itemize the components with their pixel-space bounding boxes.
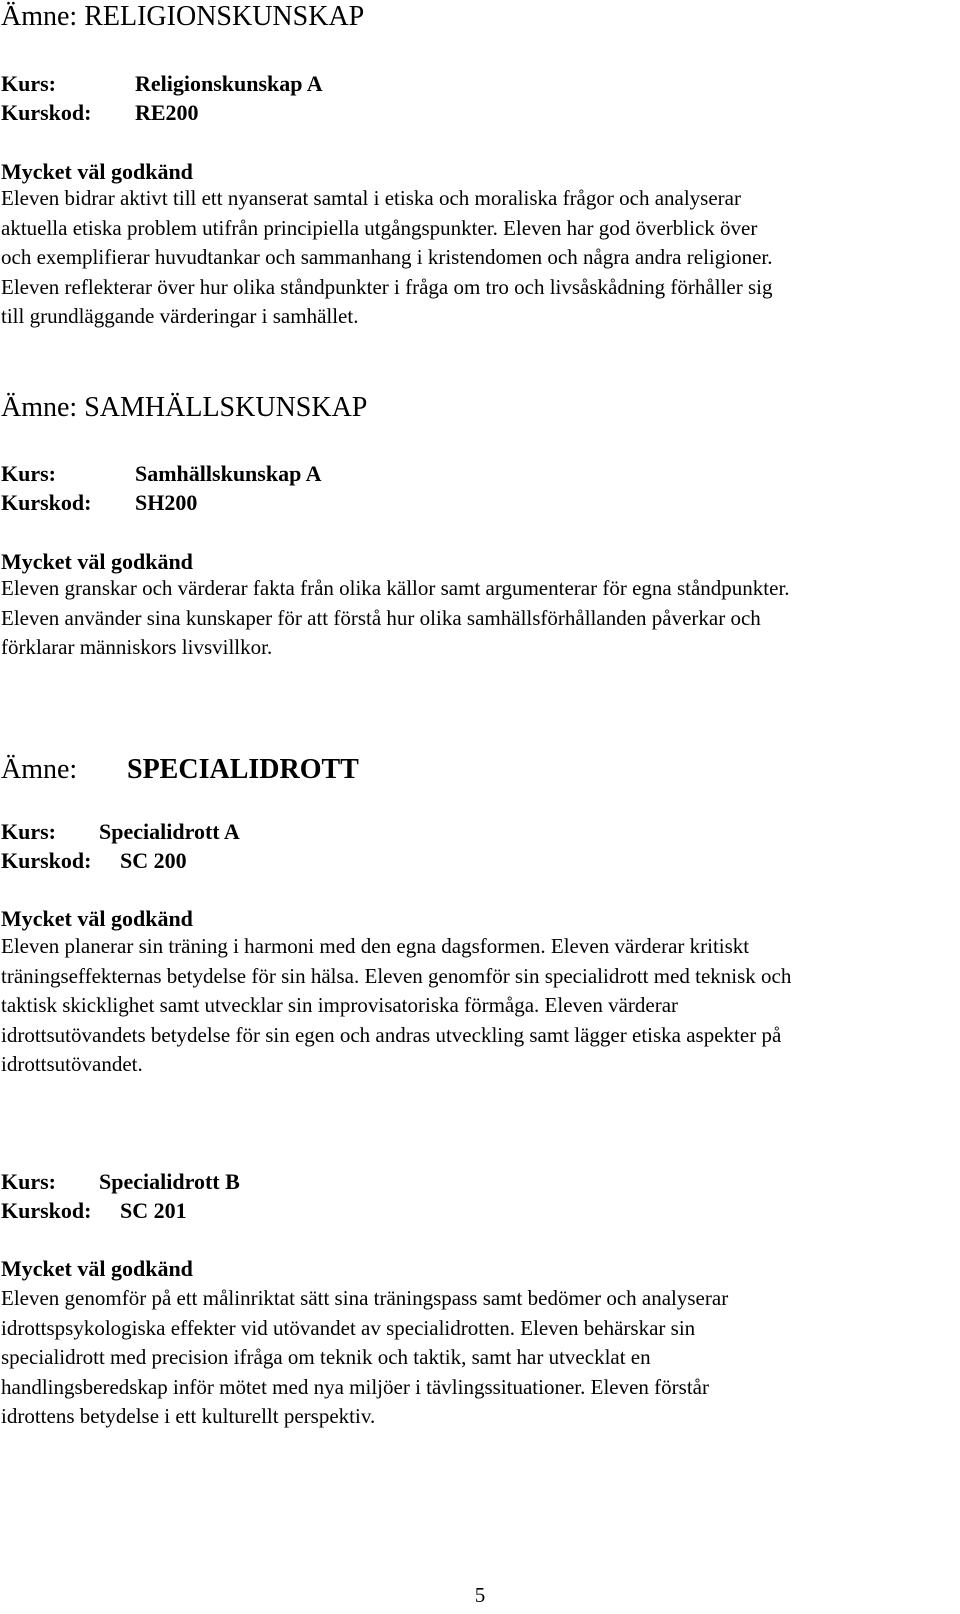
subject-value: SPECIALIDROTT — [127, 754, 359, 785]
subject-value: RELIGIONSKUNSKAP — [84, 1, 365, 32]
course-label: Kurs: — [1, 71, 56, 96]
subject-label: Ämne: — [1, 1, 78, 32]
course-name-row — [1, 1167, 951, 1196]
course-value: Specialidrott B — [99, 1169, 240, 1194]
course-code-row — [1, 98, 951, 127]
subject-heading-specialidrott — [1, 753, 951, 787]
course-description: Eleven planerar sin träning i harmoni med den egna dagsformen. Eleven värderar kritiskt träningseffekternas betydelse för sin hälsa. Eleven genomför sin specialidrott med teknisk och taktisk skicklighet samt utvecklar sin improvisatoriska förmåga. Eleven värderar idrottsutövandets betydelse för sin egen och andras utveckling samt lägger etiska aspekter på idrottsutövandet. — [1, 934, 792, 1076]
subject-heading-religion — [1, 0, 951, 34]
grade-label: Mycket väl godkänd — [1, 159, 193, 184]
course-value: Samhällskunskap A — [135, 461, 322, 486]
course-value: Specialidrott A — [99, 819, 240, 844]
grade-label: Mycket väl godkänd — [1, 906, 193, 931]
course-code-value: SC 200 — [120, 848, 187, 873]
subject-heading-samhalle — [1, 391, 951, 425]
course-name-row — [1, 817, 951, 846]
course-description: Eleven granskar och värderar fakta från olika källor samt argumenterar för egna ståndpunkter. Eleven använder sina kunskaper för att förstå hur olika samhällsförhållanden påverkar och förklarar människors livsvillkor. — [1, 576, 790, 659]
course-code-value: SC 201 — [120, 1198, 187, 1223]
subject-value: SAMHÄLLSKUNSKAP — [84, 392, 368, 423]
course-label: Kurs: — [1, 819, 56, 844]
course-name-row — [1, 459, 951, 488]
course-description: Eleven genomför på ett målinriktat sätt sina träningspass samt bedömer och analyserar idrottspsykologiska effekter vid utövandet av specialidrotten. Eleven behärskar sin specialidrott med precision ifråga om teknik och taktik, samt har utvecklat en handlingsberedskap inför mötet med nya miljöer i tävlingssituationer. Eleven förstår idrottens betydelse i ett kulturellt perspektiv. — [1, 1286, 729, 1428]
course-code-value: SH200 — [135, 490, 198, 515]
course-code-label: Kurskod: — [1, 100, 92, 125]
course-code-row — [1, 846, 951, 875]
course-description: Eleven bidrar aktivt till ett nyanserat samtal i etiska och moraliska frågor och analyserar aktuella etiska problem utifrån principiella utgångspunkter. Eleven har god överblick över och exemplifierar huvudtankar och sammanhang i kristendomen och några andra religioner. Eleven reflekterar över hur olika ståndpunkter i fråga om tro och livsåskådning förhåller sig till grundläggande värderingar i samhället. — [1, 186, 773, 328]
grade-label: Mycket väl godkänd — [1, 549, 193, 574]
course-code-row — [1, 1196, 951, 1225]
course-code-row — [1, 488, 951, 517]
course-label: Kurs: — [1, 1169, 56, 1194]
subject-label: Ämne: — [1, 392, 78, 423]
course-code-label: Kurskod: — [1, 490, 92, 515]
grade-label: Mycket väl godkänd — [1, 1256, 193, 1281]
page-number: 5 — [474, 1583, 486, 1607]
course-value: Religionskunskap A — [135, 71, 323, 96]
course-label: Kurs: — [1, 461, 56, 486]
course-code-label: Kurskod: — [1, 1198, 92, 1223]
course-name-row — [1, 69, 951, 98]
subject-label: Ämne: — [1, 754, 78, 785]
course-code-label: Kurskod: — [1, 848, 92, 873]
course-code-value: RE200 — [135, 100, 199, 125]
